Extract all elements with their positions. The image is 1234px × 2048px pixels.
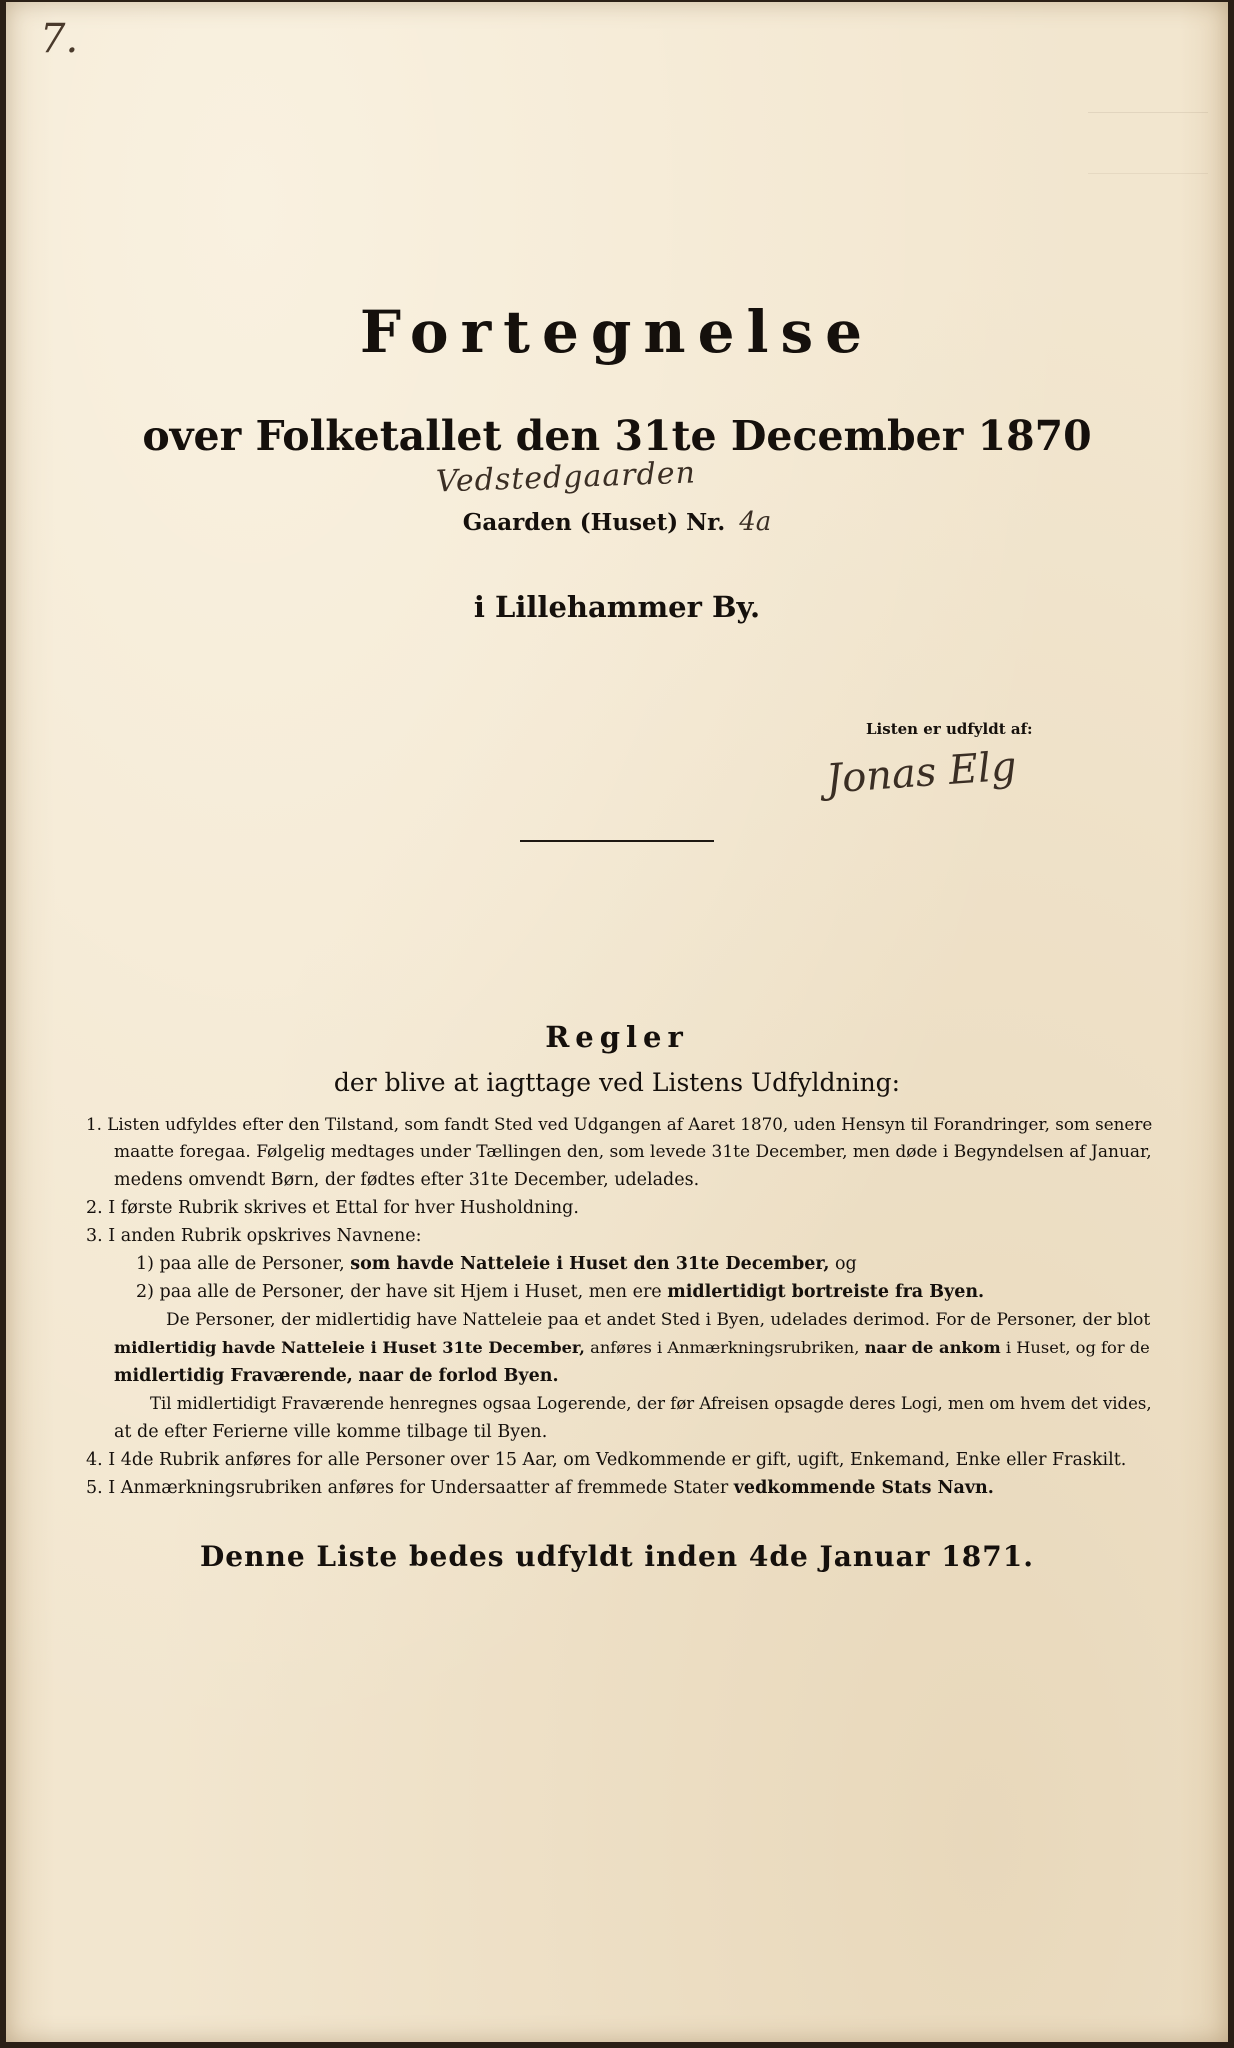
rule-2: 2. I første Rubrik skrives et Ettal for hver Husholdning. (86, 1198, 579, 1218)
rule-1-line-1: 1. Listen udfyldes efter den Tilstand, som fandt Sted ved Udgangen af Aaret 1870, uden Hensyn til Forandringer, som senere (86, 1114, 1153, 1134)
page-number-handwritten: 7. (40, 16, 79, 62)
house-number-handwritten: 4a (739, 507, 772, 537)
form-subtitle: over Folketallet den 31te December 1870 (142, 412, 1092, 460)
rules-title: Regler (545, 1020, 689, 1054)
house-number-label: Gaarden (Huset) Nr. (462, 509, 726, 536)
rules-list (86, 1110, 1164, 1502)
rule-3-note-emphasis-4: naar de forlod Byen. (358, 1366, 559, 1386)
signature-handwritten: Jonas Elg (824, 743, 1018, 803)
census-form-page (6, 2, 1228, 2042)
rule-3-note-emphasis-1: midlertidig havde Natteleie i Huset 31te December, (114, 1338, 585, 1357)
rule-5-text: 5. I Anmærkningsrubriken anføres for Undersaatter af fremmede Stater (86, 1478, 729, 1498)
rule-1-line-2: maatte foregaa. Følgelig medtages under Tællingen den, som levede 31te December, men døde i Begyndelsen af Januar, (114, 1142, 1152, 1162)
rule-3-note-line-3 (86, 1362, 1164, 1390)
rule-3-note-text-1: anføres i Anmærkningsrubriken, (590, 1338, 860, 1357)
section-divider (520, 840, 714, 842)
rule-4: 4. I 4de Rubrik anføres for alle Personer over 15 Aar, om Vedkommende er gift, ugift, Enkemand, Enke eller Fraskilt. (86, 1450, 1127, 1470)
rule-5 (86, 1474, 1164, 1502)
rules-subtitle: der blive at iagttage ved Listens Udfyldning: (333, 1068, 901, 1097)
town-line: i Lillehammer By. (473, 590, 761, 624)
rule-3-item-1-prefix: 1) paa alle de Personer, (136, 1254, 345, 1274)
rule-1-line-3: medens omvendt Børn, der fødtes efter 31te December, udelades. (114, 1170, 700, 1190)
deadline-notice: Denne Liste bedes udfyldt inden 4de Januar 1871. (200, 1540, 1034, 1573)
rule-3-item-2-emphasis: midlertidigt bortreiste fra Byen. (667, 1282, 985, 1302)
rule-3-item-1 (86, 1250, 1164, 1278)
rule-3-item-1-emphasis: som havde Natteleie i Huset den 31te December, (350, 1254, 830, 1274)
filled-by-label: Listen er udfyldt af: (866, 720, 1033, 738)
rule-3-note-line-1: De Personer, der midlertidig have Natteleie paa et andet Sted i Byen, udelades derimod. For de Personer, der blot (166, 1310, 1151, 1330)
rule-3-note-line-2 (86, 1334, 1164, 1362)
rule-3-item-1-suffix: og (835, 1254, 857, 1274)
rule-5-emphasis: vedkommende Stats Navn. (733, 1478, 994, 1498)
rule-3-note-emphasis-2: naar de ankom (864, 1338, 1001, 1357)
form-title: Fortegnelse (359, 298, 875, 366)
rule-3-item-2-prefix: 2) paa alle de Personer, der have sit Hjem i Huset, men ere (136, 1282, 662, 1302)
rule-3-lodgers-line-2: at de efter Ferierne ville komme tilbage til Byen. (114, 1422, 548, 1442)
farm-name-handwritten: Vedstedgaarden (435, 455, 697, 500)
rule-3-item-2 (86, 1278, 1164, 1306)
rule-3-note-text-2: i Huset, og for de (1005, 1338, 1150, 1357)
rule-3-intro: 3. I anden Rubrik opskrives Navnene: (86, 1226, 422, 1246)
rule-3-lodgers-line-1: Til midlertidigt Fraværende henregnes ogsaa Logerende, der før Afreisen opsagde deres Logi, men om hvem det vides, (150, 1394, 1152, 1413)
faded-print-mark (1088, 112, 1208, 174)
rule-3-note-emphasis-3: midlertidig Fraværende, (114, 1366, 353, 1386)
house-number-line (6, 507, 1228, 537)
